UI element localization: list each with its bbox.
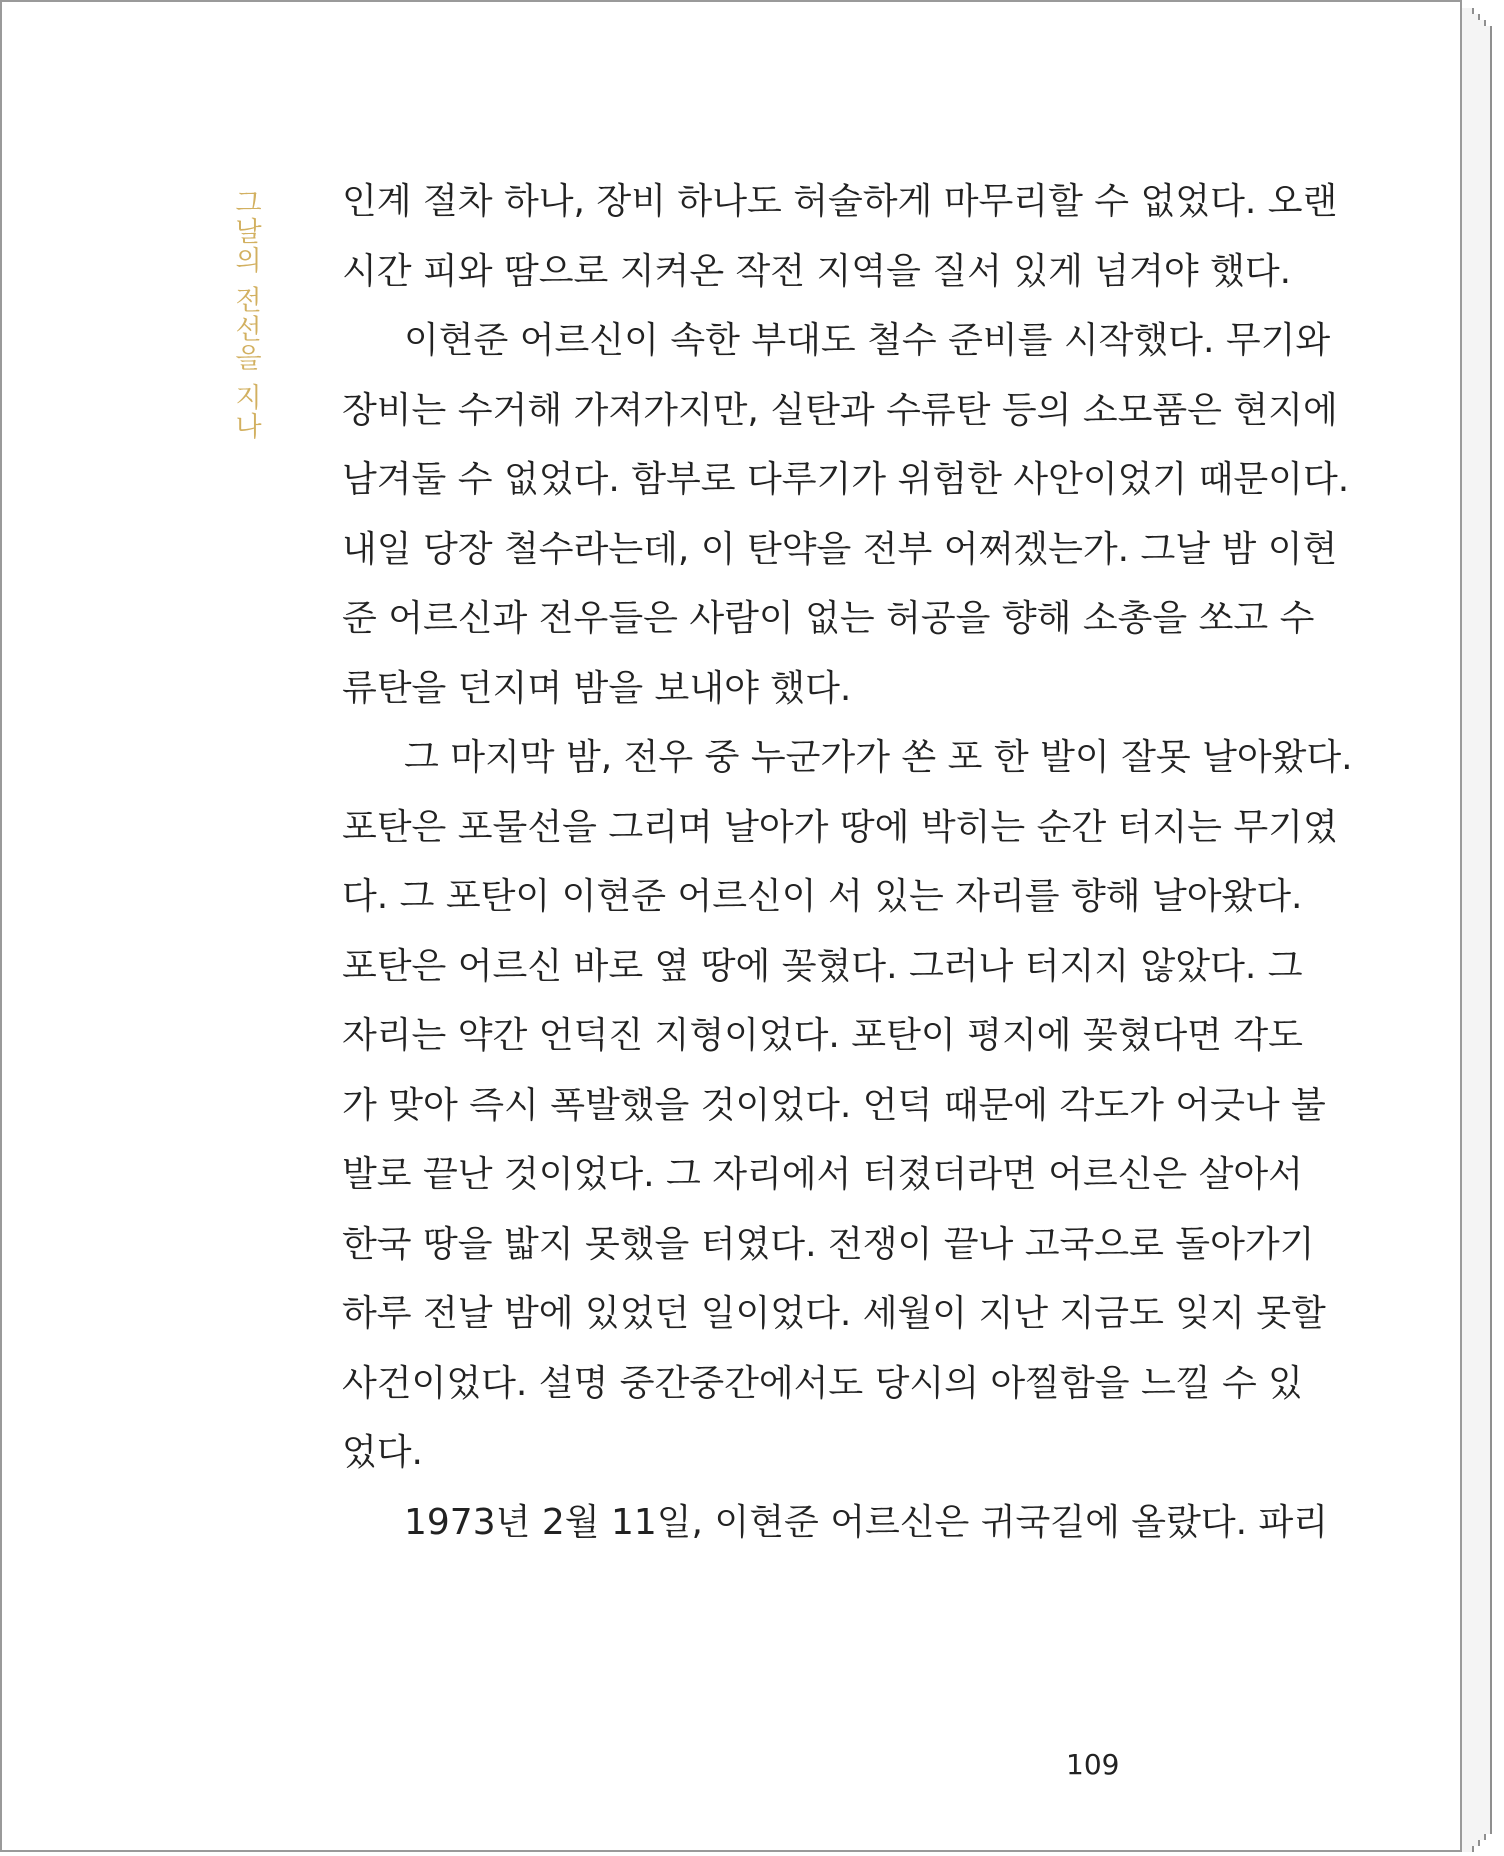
text-line: 자리는 약간 언덕진 지형이었다. 포탄이 평지에 꽂혔다면 각도 (342, 1015, 1303, 1056)
body-text (342, 167, 1353, 1557)
text-line: 하루 전날 밤에 있었던 일이었다. 세월이 지난 지금도 잊지 못할 (342, 1293, 1326, 1334)
text-line: 포탄은 포물선을 그리며 날아가 땅에 박히는 순간 터지는 무기였 (342, 806, 1338, 848)
text-line: 발로 끝난 것이었다. 그 자리에서 터졌더라면 어르신은 살아서 (342, 1154, 1303, 1195)
page-edge (1484, 26, 1492, 1834)
text-line: 었다. (342, 1432, 423, 1473)
page-number: 109 (1066, 1748, 1120, 1781)
text-line: 1973년 2월 11일, 이현준 어르신은 귀국길에 올랐다. 파리 (404, 1501, 1329, 1543)
text-line: 이현준 어르신이 속한 부대도 철수 준비를 시작했다. 무기와 (404, 320, 1331, 361)
text-line: 가 맞아 즉시 폭발했을 것이었다. 언덕 때문에 각도가 어긋나 불 (342, 1084, 1326, 1126)
text-line: 포탄은 어르신 바로 옆 땅에 꽂혔다. 그러나 터지지 않았다. 그 (342, 945, 1303, 987)
text-line: 류탄을 던지며 밤을 보내야 했다. (342, 667, 852, 709)
text-line: 준 어르신과 전우들은 사람이 없는 허공을 향해 소총을 쏘고 수 (342, 598, 1315, 639)
text-line: 다. 그 포탄이 이현준 어르신이 서 있는 자리를 향해 날아왔다. (342, 876, 1303, 917)
text-line: 남겨둘 수 없었다. 함부로 다루기가 위험한 사안이었기 때문이다. (342, 459, 1350, 500)
text-line: 시간 피와 땀으로 지켜온 작전 지역을 질서 있게 넘겨야 했다. (342, 250, 1292, 292)
running-head: 그날의 전선을 지나 (230, 188, 261, 442)
text-line: 그 마지막 밤, 전우 중 누군가가 쏜 포 한 발이 잘못 날아왔다. (404, 737, 1353, 778)
text-line: 사건이었다. 설명 중간중간에서도 당시의 아찔함을 느낄 수 있 (342, 1362, 1303, 1404)
text-line: 내일 당장 철수라는데, 이 탄약을 전부 어쩌겠는가. 그날 밤 이현 (342, 528, 1338, 570)
text-line: 장비는 수거해 가져가지만, 실탄과 수류탄 등의 소모품은 현지에 (342, 389, 1338, 431)
text-line: 한국 땅을 밟지 못했을 터였다. 전쟁이 끝나 고국으로 돌아가기 (342, 1223, 1315, 1265)
text-line: 인계 절차 하나, 장비 하나도 허술하게 마무리할 수 없었다. 오랜 (342, 181, 1338, 222)
